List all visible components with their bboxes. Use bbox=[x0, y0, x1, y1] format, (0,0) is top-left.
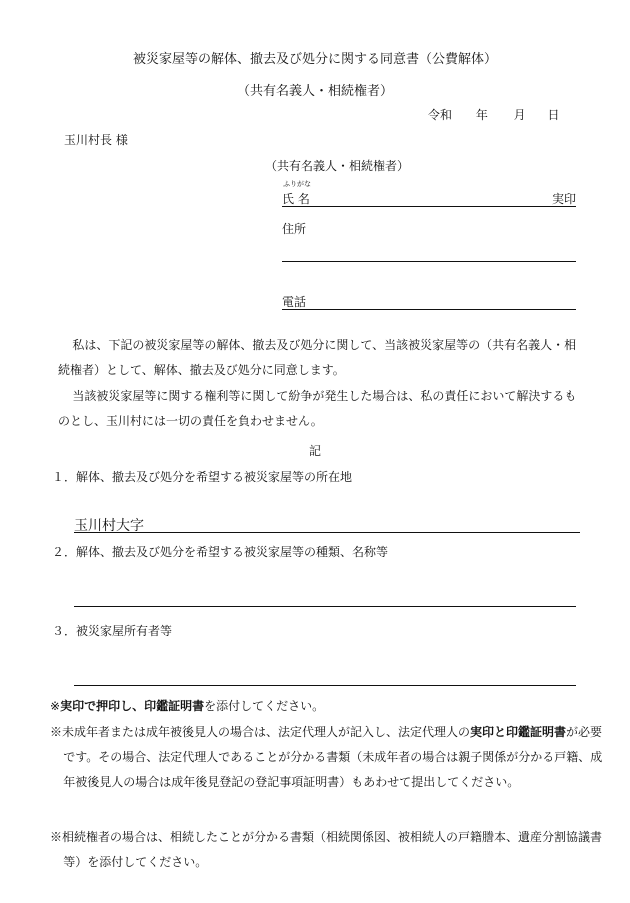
date-month: 月 bbox=[513, 108, 526, 122]
document-subtitle: （共有名義人・相続権者） bbox=[236, 84, 393, 99]
note-mark: ※ bbox=[50, 699, 61, 713]
ki-heading: 記 bbox=[309, 444, 322, 458]
date-year: 年 bbox=[475, 108, 488, 122]
item-type-label: ２．解体、撤去及び処分を希望する被災家屋等の種類、名称等 bbox=[52, 545, 389, 559]
address-label: 住所 bbox=[282, 222, 307, 236]
note-minor-start: ※未成年者または成年被後見人の場合は、法定代理人が記入し、法定代理人の bbox=[50, 725, 471, 739]
furigana-label: ふりがな bbox=[283, 180, 311, 188]
name-label: 氏 名 bbox=[282, 192, 310, 206]
village-prefix: 玉川村大字 bbox=[74, 518, 144, 534]
document-title: 被災家屋等の解体、撤去及び処分に関する同意書（公費解体） bbox=[132, 52, 497, 67]
consent-paragraph: 私は、下記の被災家屋等の解体、撤去及び処分に関して、当該被災家屋等の（共有名義人・相続権者）として、解体、撤去及び処分に同意します。 bbox=[58, 338, 577, 377]
type-field[interactable] bbox=[74, 606, 576, 607]
phone-label: 電話 bbox=[282, 295, 307, 309]
note-seal-rest: を添付してください。 bbox=[204, 699, 325, 713]
name-field[interactable] bbox=[282, 190, 576, 207]
phone-field[interactable] bbox=[282, 293, 576, 310]
signer-title: （共有名義人・相続権者） bbox=[265, 159, 410, 173]
addressee: 玉川村長 様 bbox=[64, 133, 128, 147]
address-field[interactable] bbox=[282, 261, 576, 262]
seal-label: 実印 bbox=[551, 192, 576, 206]
date-line bbox=[428, 106, 560, 123]
note-seal-bold: 実印で押印し、印鑑証明書 bbox=[60, 699, 205, 713]
owner-field[interactable] bbox=[74, 685, 576, 686]
note-minor-bold: 実印と印鑑証明書 bbox=[470, 725, 567, 739]
note-minor bbox=[50, 720, 603, 795]
note-minor-rest: が必要です。その場合、法定代理人であることが分かる書類（未成年者の場合は親子関係が分かる戸籍、成年被後見人の場合は成年後見登記の登記事項証明書）もあわせて提出してください。 bbox=[63, 725, 603, 789]
item-location-label: １．解体、撤去及び処分を希望する被災家屋等の所在地 bbox=[52, 470, 353, 484]
liability-paragraph: 当該被災家屋等に関する権利等に関して紛争が発生した場合は、私の責任において解決するものとし、玉川村には一切の責任を負わせません。 bbox=[58, 389, 577, 428]
date-era: 令和 bbox=[428, 108, 453, 122]
location-field[interactable] bbox=[74, 515, 580, 533]
note-seal bbox=[50, 694, 603, 719]
note-heir: ※相続権者の場合は、相続したことが分かる書類（相続関係図、被相続人の戸籍謄本、遺産分割協議書等）を添付してください。 bbox=[50, 830, 603, 869]
date-day: 日 bbox=[547, 108, 560, 122]
item-owner-label: ３．被災家屋所有者等 bbox=[52, 624, 173, 638]
